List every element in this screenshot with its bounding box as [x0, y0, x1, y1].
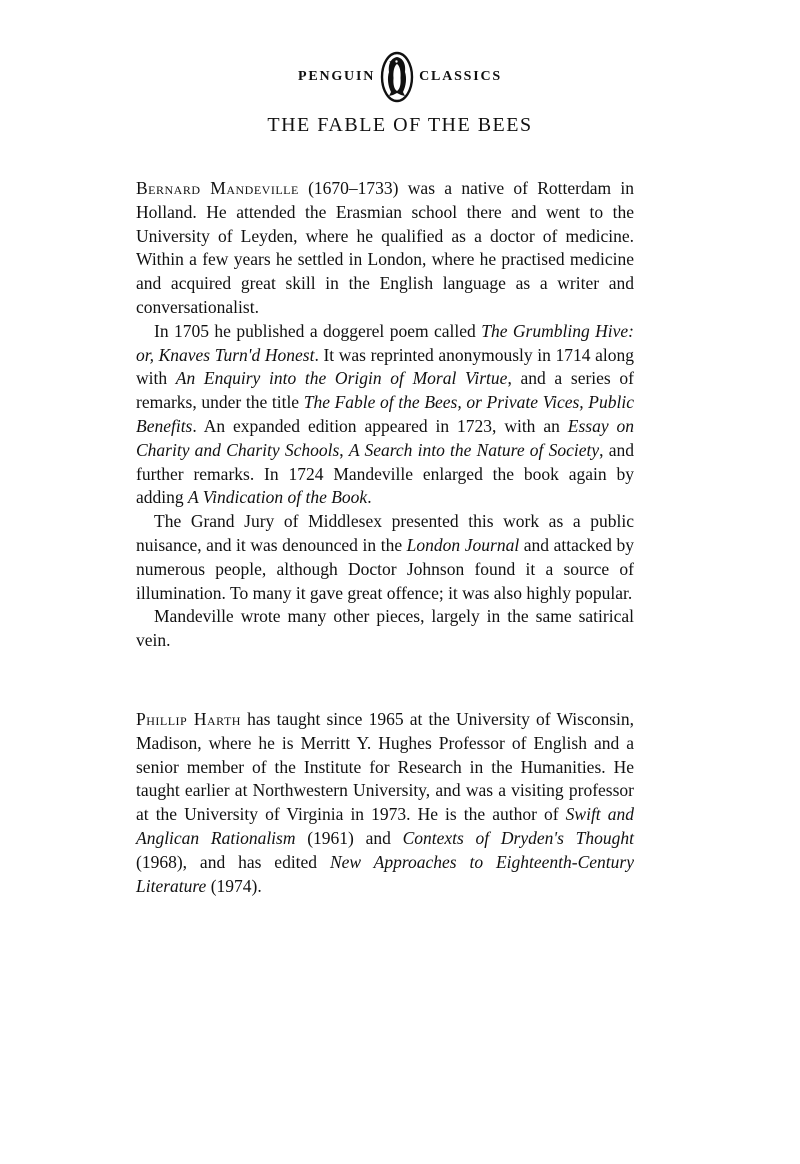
- brand-right: CLASSICS: [419, 69, 503, 84]
- mandeville-biography: [136, 177, 634, 653]
- work-title: Essay on Charity and Charity Schools: [136, 415, 635, 460]
- brand-left: PENGUIN: [297, 69, 376, 84]
- penguin-logo-icon: [379, 50, 415, 104]
- harth-biography: [136, 708, 634, 898]
- harth-paragraph-1: Phillip Harth has taught since 1965 at the University of Wisconsin, Madison, where he is Merritt Y. Hughes Professor of English and a senior member of the Institute for Research in the Humanities. He taught earlier at Northwestern University, and was a visiting professor at the University of Virginia in 1973. He is the author of Swift and Anglican Rationalism (1961) and Contexts of Dryden's Thought (1968), and has edited New Approaches to Eighteenth-Century Literature (1974).: [136, 709, 635, 896]
- work-title: The Fable of the Bees, or Private Vices, Public Benefits: [136, 392, 634, 436]
- work-title: A Vindication of the Book: [188, 487, 368, 508]
- author-name: Bernard Mandeville: [136, 178, 299, 198]
- mandeville-paragraph-3: The Grand Jury of Middlesex presented this work as a public nuisance, and it was denounced in the London Journal and attacked by numerous people, although Doctor Johnson found it a source of illumination. To many it gave great offence; it was also highly popular.: [136, 511, 634, 603]
- mandeville-paragraph-2: In 1705 he published a doggerel poem called The Grumbling Hive: or, Knaves Turn'd Honest. It was reprinted anonymously in 1714 along with An Enquiry into the Origin of Moral Virtue, and a series of remarks, under the title The Fable of the Bees, or Private Vices, Public Benefits. An expanded edition appeared in 1723, with an Essay on Charity and Charity Schools, A Search into the Nature of Society, and further remarks. In 1724 Mandeville enlarged the book again by adding A Vindication of the Book.: [136, 320, 635, 508]
- work-title: London Journal: [406, 534, 520, 555]
- work-title: New Approaches to Eighteenth-Century Literature: [136, 851, 634, 896]
- editor-name: Phillip Harth: [136, 709, 241, 729]
- work-title: Contexts of Dryden's Thought: [402, 827, 634, 848]
- work-title: An Enquiry into the Origin of Moral Virtue: [175, 368, 508, 389]
- book-title: THE FABLE OF THE BEES: [267, 114, 533, 136]
- work-title: Swift and Anglican Rationalism: [136, 804, 634, 848]
- mandeville-paragraph-1: Bernard Mandeville (1670–1733) was a native of Rotterdam in Holland. He attended the Erasmian school there and went to the University of Leyden, where he qualified as a doctor of medicine. Within a few years he settled in London, where he practised medicine and acquired great skill in the English language as a writer and conversationalist.: [136, 178, 634, 317]
- publisher-brand: [0, 50, 800, 104]
- work-title: A Search into the Nature of Society: [348, 439, 600, 460]
- mandeville-paragraph-4: Mandeville wrote many other pieces, largely in the same satirical vein.: [136, 606, 634, 651]
- work-title: The Grumbling Hive: or, Knaves Turn'd Honest: [136, 320, 634, 365]
